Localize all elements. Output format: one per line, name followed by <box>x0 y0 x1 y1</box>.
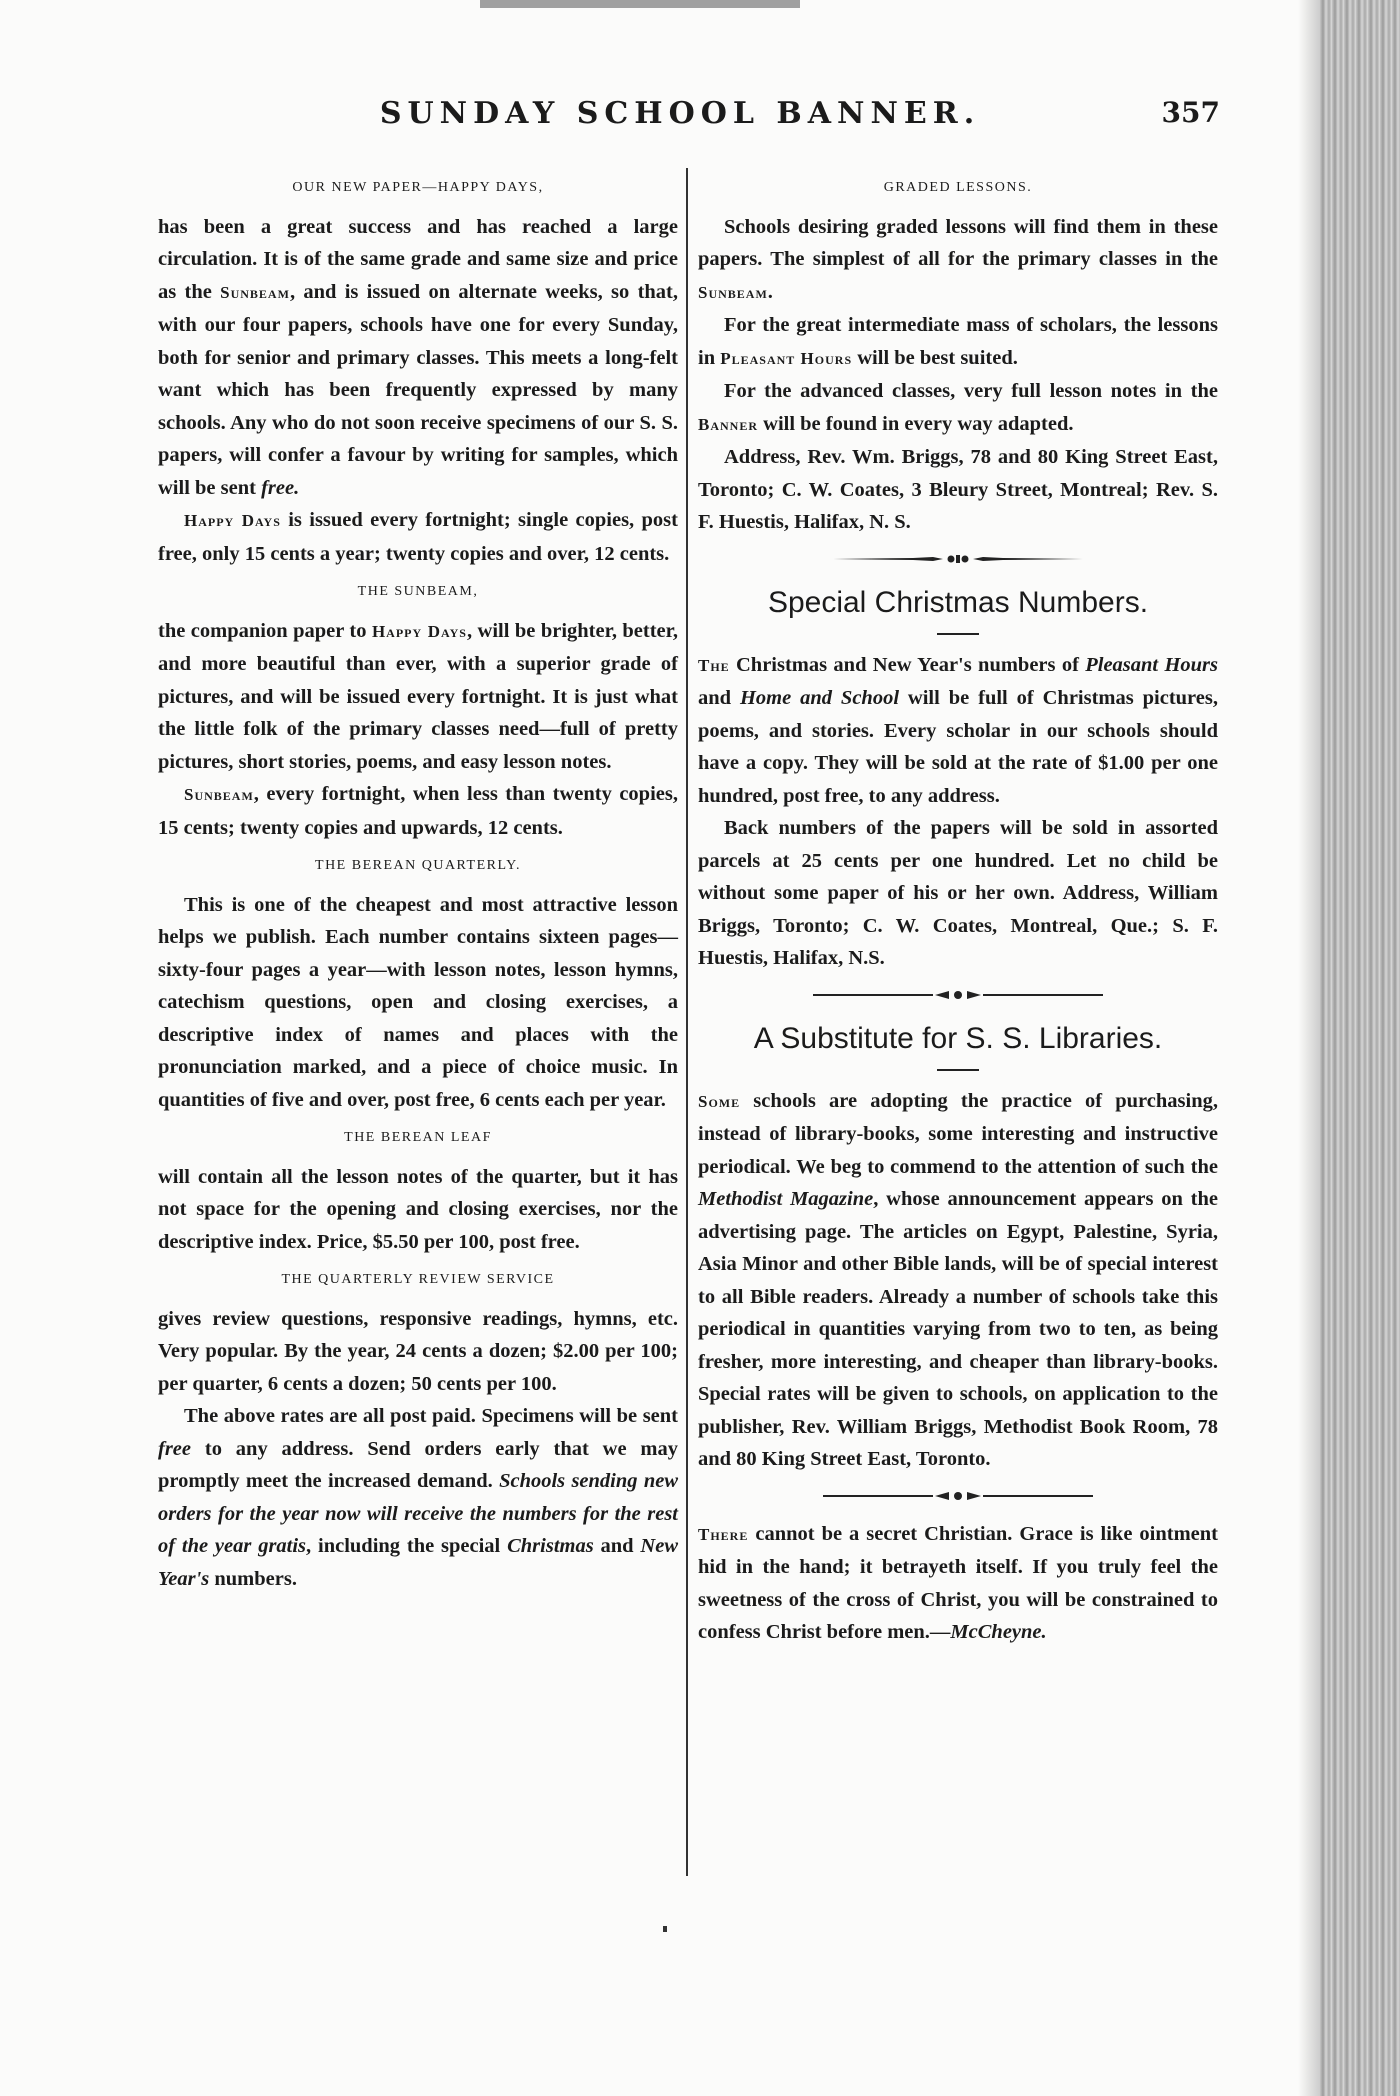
text-run: For the great intermediate mass of scholars, the lessons in <box>698 314 1218 369</box>
text-run: numbers. <box>209 1567 297 1590</box>
italic-run: McCheyne. <box>950 1621 1047 1643</box>
paragraph-happy-days-rates <box>158 504 678 570</box>
top-edge-smudge <box>480 0 800 8</box>
small-caps-run: Sunbeam <box>220 282 290 302</box>
heading-substitute-libraries: A Substitute for S. S. Libraries. <box>753 1021 1163 1055</box>
right-column <box>698 166 1218 1649</box>
paragraph-berean-leaf: will contain all the lesson notes of the quarter, but it has not space for the opening and closing exercises, nor the descriptive index. Price, $5.50 per 100, post free. <box>158 1165 678 1253</box>
paragraph-sunbeam-rates <box>158 778 678 844</box>
text-run: schools are adopting the practice of purchasing, instead of library-books, some interesting and instructive periodical. We beg to commend to the attention of such the <box>698 1089 1218 1178</box>
text-run: to any address. Send orders early that we may promptly meet the increased demand. <box>158 1437 678 1492</box>
paragraph-happy-days-intro <box>158 211 678 505</box>
paragraph-graded-advanced <box>698 375 1218 441</box>
text-run: The above rates are all post paid. Specimens will be sent <box>184 1405 678 1427</box>
left-column <box>158 166 678 1595</box>
heading-special-christmas: Special Christmas Numbers. <box>767 585 1149 619</box>
italic-run: Pleasant Hours <box>1085 653 1218 676</box>
ornament-divider-icon <box>823 1490 1093 1502</box>
italic-run: Christmas <box>507 1535 594 1557</box>
text-run: Schools desiring graded lessons will find them in these papers. The simplest of all for the primary classes in the <box>698 215 1218 270</box>
paragraph-quarterly-review: gives review questions, responsive readings, hymns, etc. Very popular. By the year, 24 cents a dozen; $2.00 per 100; per quarter, 6 cents a dozen; 50 cents per 100. <box>158 1307 678 1395</box>
italic-run: Home and School <box>739 687 900 709</box>
italic-run: free <box>158 1437 192 1460</box>
subheading-quarterly-review: THE QUARTERLY REVIEW SERVICE <box>281 1272 555 1287</box>
ink-speck <box>663 1926 667 1932</box>
small-caps-run: Happy Days <box>184 511 281 530</box>
subheading-berean-leaf: THE BEREAN LEAF <box>344 1130 492 1145</box>
text-run: , including the special <box>306 1535 508 1557</box>
paragraph-secret-christian <box>698 1518 1218 1649</box>
paragraph-substitute <box>698 1085 1218 1476</box>
text-run: , every fortnight, when less than twenty copies, 15 cents; twenty copies and upwards, 12 cents. <box>158 783 678 839</box>
page-stack-edge <box>1320 0 1400 2096</box>
subheading-berean-quarterly: THE BEREAN QUARTERLY. <box>315 858 521 873</box>
text-run: will be best suited. <box>852 346 1018 369</box>
small-caps-run: The <box>698 655 730 675</box>
text-run: , and is issued on alternate weeks, so that, with our four papers, schools have one for every Sunday, both for senior and primary classes. This meets a long-felt want which has been frequently expressed by many schools. Any who do not soon receive specimens of our S. S. papers, will confer a favour by writing for samples, which will be sent <box>158 280 679 499</box>
subheading-happy-days: OUR NEW PAPER—HAPPY DAYS, <box>292 180 544 195</box>
subheading-graded-lessons: GRADED LESSONS. <box>883 180 1033 195</box>
text-run: will be found in every way adapted. <box>758 412 1074 435</box>
text-run: For the advanced classes, very full lesson notes in the <box>724 380 1218 402</box>
text-run: cannot be a secret Christian. Grace is like ointment hid in the hand; it betrayeth itself. If you truly feel the sweetness of the cross of Christ, you will be constrained to confess Christ before men.— <box>698 1522 1218 1643</box>
text-run: and <box>698 687 740 709</box>
binding-shadow <box>1298 0 1320 2096</box>
subheading-sunbeam: THE SUNBEAM, <box>357 584 479 599</box>
paragraph-christmas-numbers <box>698 649 1218 813</box>
small-caps-run: Sunbeam <box>698 282 768 302</box>
text-run: is issued every fortnight; single copies, post free, only 15 cents a year; twenty copies and over, 12 cents. <box>158 509 678 565</box>
short-rule <box>937 1069 979 1071</box>
paragraph-graded-intro <box>698 211 1218 310</box>
small-caps-run: Happy Days <box>371 621 467 641</box>
small-caps-run: There <box>698 1524 749 1544</box>
text-run: , will be brighter, better, and more beautiful than ever, with a superior grade of pictures, and will be issued every fortnight. It is just what the little folk of the primary classes need—full of pretty pictures, short stories, poems, and easy lesson notes. <box>158 619 678 773</box>
small-caps-run: Some <box>698 1091 741 1111</box>
small-caps-run: Sunbeam <box>184 785 254 804</box>
ornament-divider-icon <box>833 553 1083 565</box>
column-divider <box>686 168 688 1876</box>
small-caps-run: Banner <box>698 414 759 434</box>
paragraph-graded-intermediate <box>698 309 1218 375</box>
page-number: 357 <box>1161 96 1220 129</box>
text-run: has been a great success and has reached a large circulation. It is of the same grade and same size and price as the <box>158 215 678 303</box>
paragraph-berean-quarterly: This is one of the cheapest and most attractive lesson helps we publish. Each number contains sixteen pages—sixty-four pages a year—with lesson notes, lesson hymns, catechism questions, open and closing exercises, a descriptive index of names and places with the pronunciation marked, and a piece of choice music. In quantities of five and over, post free, 6 cents each per year. <box>158 893 678 1111</box>
text-run: Christmas and New Year's numbers of <box>729 653 1086 676</box>
italic-run: free. <box>261 476 300 499</box>
text-run: the companion paper to <box>158 619 372 642</box>
italic-run: Schools sending new orders for the year now will receive the numbers for the rest of the year gratis <box>158 1470 679 1557</box>
short-rule <box>937 633 979 635</box>
text-run: , whose announcement appears on the advertising page. The articles on Egypt, Palestine, Syria, Asia Minor and other Bible lands, will be of special interest to all Bible readers. Already a number of schools take this periodical in quantities varying from two to ten, as being fresher, more interesting, and cheaper than library-books. Special rates will be given to schools, on application to the publisher, Rev. William Briggs, Methodist Book Room, 78 and 80 King Street East, Toronto. <box>698 1188 1218 1470</box>
text-run: will be full of Christmas pictures, poems, and stories. Every scholar in our schools should have a copy. They will be sold at the rate of $1.00 per one hundred, post free, to any address. <box>698 687 1218 807</box>
running-header-title: SUNDAY SCHOOL BANNER. <box>379 96 981 131</box>
ornament-divider-icon <box>813 989 1103 1001</box>
paragraph-address: Address, Rev. Wm. Briggs, 78 and 80 King Street East, Toronto; C. W. Coates, 3 Bleury Street, Montreal; Rev. S. F. Huestis, Halifax, N. S. <box>698 446 1218 533</box>
italic-run: Methodist Magazine <box>698 1188 874 1210</box>
italic-run: New Year's <box>158 1535 678 1590</box>
paragraph-back-numbers: Back numbers of the papers will be sold in assorted parcels at 25 cents per one hundred. Let no child be without some paper of his or her own. Address, William Briggs, Toronto; C. W. Coates, Montreal, Que.; S. F. Huestis, Halifax, N.S. <box>698 817 1218 969</box>
paragraph-sunbeam-intro <box>158 615 678 779</box>
paragraph-rates-note <box>158 1400 678 1595</box>
text-run: and <box>593 1535 641 1557</box>
small-caps-run: Pleasant Hours <box>720 348 853 368</box>
text-run: . <box>767 280 773 303</box>
